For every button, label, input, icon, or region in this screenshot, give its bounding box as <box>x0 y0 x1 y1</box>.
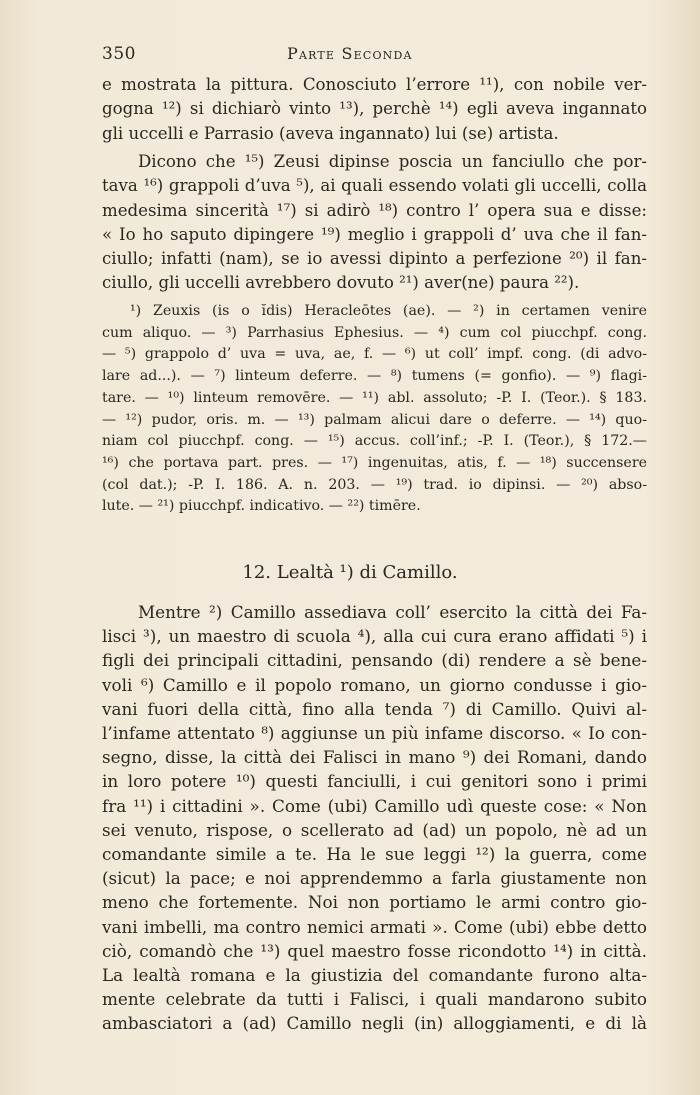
text-line: vani imbelli, ma contro nemici armati ». Come (ubi) ebbe detto <box>102 916 647 937</box>
text-line: fra ¹¹) i cittadini ». Come (ubi) Camillo udì queste cose: « Non <box>102 795 647 816</box>
text-line: voli ⁶) Camillo e il popolo romano, un giorno condusse i gio- <box>102 674 647 695</box>
page-number: 350 <box>102 44 136 64</box>
footnote-line: lute. — ²¹) piucchpf. indicativo. — ²²) timēre. <box>102 498 421 515</box>
text-line: ciullo; infatti (nam), se io avessi dipinto a perfezione ²⁰) il fan- <box>102 249 647 269</box>
page-header <box>102 44 647 70</box>
text-line: sei venuto, rispose, o scellerato ad (ad) un popolo, nè ad un <box>102 819 647 840</box>
text-line: gogna ¹²) si dichiarò vinto ¹³), perchè ¹⁴) egli aveva ingannato <box>102 99 647 119</box>
paragraph-continued <box>102 73 647 146</box>
text-line: Mentre ²) Camillo assediava coll’ esercito la città dei Fa- <box>138 602 647 622</box>
footnote-line: ¹⁶) che portava part. pres. — ¹⁷) ingenuitas, atis, f. — ¹⁸) succensere <box>102 454 647 471</box>
footnote-line: — ⁵) grappolo d’ uva = uva, ae, f. — ⁶) ut coll’ impf. cong. (di advo- <box>102 346 647 363</box>
text-line: lisci ³), un maestro di scuola ⁴), alla cui cura erano affidati ⁵) i <box>102 626 647 647</box>
footnote-line: tare. — ¹⁰) linteum removēre. — ¹¹) abl. assoluto; -P. I. (Teor.). § 183. <box>102 389 647 406</box>
text-line: l’infame attentato ⁸) aggiunse un più infame discorso. « Io con- <box>102 723 647 744</box>
running-title: Parte Seconda <box>287 44 413 63</box>
footnote-line: cum aliquo. — ³) Parrhasius Ephesius. — ⁴) cum col piucchpf. cong. <box>102 324 647 341</box>
footnotes <box>102 301 647 518</box>
text-line: ciò, comandò che ¹³) quel maestro fosse ricondotto ¹⁴) in città. <box>102 940 647 961</box>
text-line: medesima sincerità ¹⁷) si adirò ¹⁸) contro l’ opera sua e disse: <box>102 200 647 220</box>
text-line: vani fuori della città, fino alla tenda ⁷) di Camillo. Quivi al- <box>102 698 647 719</box>
footnote-line: — ¹²) pudor, oris. m. — ¹³) palmam alicui dare o deferre. — ¹⁴) quo- <box>102 411 647 428</box>
text-line: Dicono che ¹⁵) Zeusi dipinse poscia un fanciullo che por- <box>138 152 647 171</box>
footnote-line: (col dat.); -P. I. 186. A. n. 203. — ¹⁹) trad. io dipinsi. — ²⁰) abso- <box>102 476 647 493</box>
text-line: comandante simile a te. Ha le sue leggi ¹²) la guerra, come <box>102 844 647 865</box>
text-line: ciullo, gli uccelli avrebbero dovuto ²¹) aver(ne) paura ²²). <box>102 273 580 293</box>
text-line: mente celebrate da tutti i Falisci, i quali mandarono subito <box>102 989 647 1010</box>
paragraph-zeusi <box>102 150 647 296</box>
text-line: (sicut) la pace; e noi apprendemmo a farla giustamente non <box>102 868 647 889</box>
text-line: meno che fortemente. Noi non portiamo le armi contro gio- <box>102 892 647 913</box>
footnote-line: niam col piucchpf. cong. — ¹⁵) accus. coll’inf.; -P. I. (Teor.), § 172.— <box>102 433 647 450</box>
text-line: gli uccelli e Parrasio (aveva ingannato) lui (se) artista. <box>102 123 559 143</box>
text-line: ambasciatori a (ad) Camillo negli (in) alloggiamenti, e di là <box>102 1013 647 1034</box>
section-heading: 12. Lealtà ¹) di Camillo. <box>242 562 458 583</box>
text-line: figli dei principali cittadini, pensando (di) rendere a sè bene- <box>102 650 647 671</box>
text-line: segno, disse, la città dei Falisci in mano ⁹) dei Romani, dando <box>102 747 647 768</box>
text-line: tava ¹⁶) grappoli d’uva ⁵), ai quali essendo volati gli uccelli, colla <box>102 176 647 196</box>
text-line: e mostrata la pittura. Conosciuto l’errore ¹¹), con nobile ver- <box>102 75 647 94</box>
footnote-line: ¹) Zeuxis (is o ĭdis) Heracleōtes (ae). — ²) in certamen venire <box>130 303 647 319</box>
paragraph-camillo <box>102 600 647 1036</box>
footnote-line: lare ad...). — ⁷) linteum deferre. — ⁸) tumens (= gonfio). — ⁹) flagi- <box>102 368 647 385</box>
text-line: « Io ho saputo dipingere ¹⁹) meglio i grappoli d’ uva che il fan- <box>102 224 647 244</box>
text-line: La lealtà romana e la giustizia del comandante furono alta- <box>102 965 647 986</box>
text-line: in loro potere ¹⁰) questi fanciulli, i cui genitori sono i primi <box>102 771 647 792</box>
